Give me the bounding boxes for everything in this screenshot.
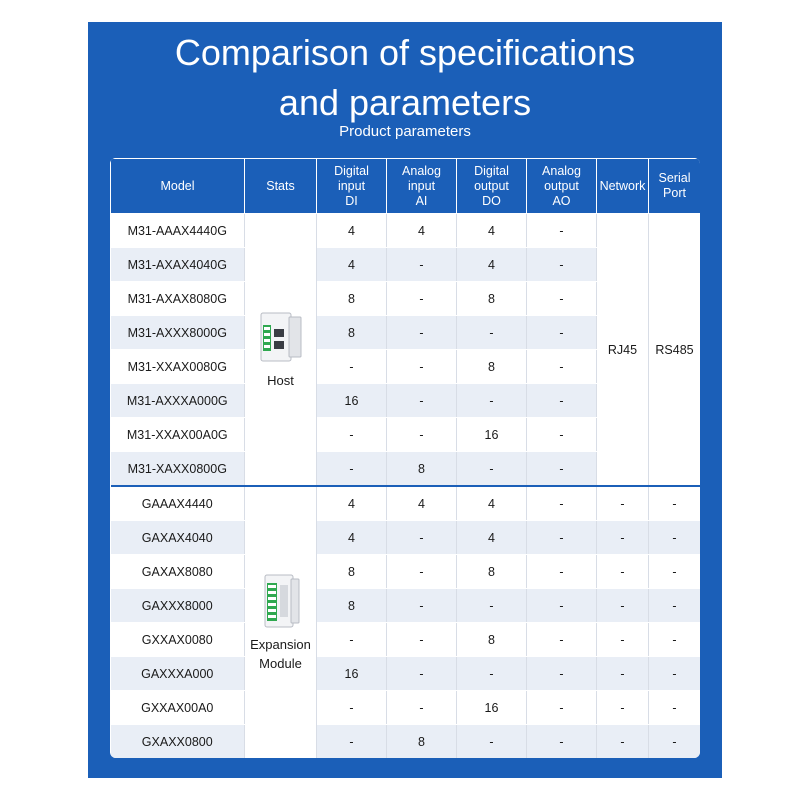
value-cell-di: - <box>317 691 387 725</box>
expansion-device <box>245 573 316 673</box>
value-cell-ai: - <box>387 589 457 623</box>
value-cell-network: - <box>597 657 649 691</box>
value-cell-ai: - <box>387 248 457 282</box>
stats-expansion-cell <box>245 486 317 758</box>
value-cell-ao: - <box>527 521 597 555</box>
header-di <box>317 159 387 214</box>
model-cell: GAXAX4040 <box>111 521 245 555</box>
value-cell-di: 8 <box>317 316 387 350</box>
value-cell-ao: - <box>527 623 597 657</box>
header-ao <box>527 159 597 214</box>
header-serial-l2: Port <box>663 186 686 200</box>
value-cell-serial: - <box>649 555 701 589</box>
model-cell: M31-AXXX8000G <box>111 316 245 350</box>
value-cell-serial: - <box>649 589 701 623</box>
table-row <box>111 657 701 691</box>
value-cell-network: - <box>597 623 649 657</box>
value-cell-di: 8 <box>317 555 387 589</box>
value-cell-do: 8 <box>457 623 527 657</box>
spec-table <box>110 158 700 758</box>
value-cell-ai: - <box>387 384 457 418</box>
header-do-l3: DO <box>482 193 501 208</box>
header-ao-l3: AO <box>552 193 571 208</box>
value-cell-serial: - <box>649 486 701 521</box>
value-cell-do: - <box>457 452 527 487</box>
value-cell-di: - <box>317 623 387 657</box>
table-row <box>111 521 701 555</box>
spec-table-body <box>111 214 701 759</box>
value-cell-ao: - <box>527 657 597 691</box>
stats-host-cell <box>245 214 317 487</box>
value-cell-ai: - <box>387 521 457 555</box>
value-cell-ai: 4 <box>387 214 457 248</box>
value-cell-ao: - <box>527 248 597 282</box>
value-cell-ao: - <box>527 214 597 248</box>
table-row <box>111 623 701 657</box>
model-cell: M31-XXAX00A0G <box>111 418 245 452</box>
value-cell-ai: - <box>387 316 457 350</box>
value-cell-di: - <box>317 350 387 384</box>
value-cell-do: 16 <box>457 418 527 452</box>
value-cell-di: 4 <box>317 248 387 282</box>
value-cell-serial: - <box>649 725 701 759</box>
value-cell-di: 4 <box>317 521 387 555</box>
value-cell-ai: - <box>387 555 457 589</box>
header-model: Model <box>111 159 245 214</box>
model-cell: GAXAX8080 <box>111 555 245 589</box>
host-label: Host <box>267 373 294 388</box>
value-cell-serial: - <box>649 521 701 555</box>
host-device <box>245 309 316 390</box>
table-row <box>111 214 701 248</box>
value-cell-do: 8 <box>457 350 527 384</box>
header-ai-l2: input <box>407 178 436 193</box>
value-cell-ai: 4 <box>387 486 457 521</box>
value-cell-do: - <box>457 316 527 350</box>
value-cell-serial: - <box>649 657 701 691</box>
header-di-l2: input <box>337 178 366 193</box>
value-cell-ao: - <box>527 725 597 759</box>
value-cell-ao: - <box>527 316 597 350</box>
header-ao-l1: Analog <box>542 163 581 178</box>
header-network: Network <box>597 159 649 214</box>
value-cell-ao: - <box>527 452 597 487</box>
value-cell-do: 8 <box>457 555 527 589</box>
value-cell-di: - <box>317 452 387 487</box>
header-ai-l1: Analog <box>402 163 441 178</box>
table-row <box>111 691 701 725</box>
header-serial-l1: Serial <box>658 171 691 185</box>
table-row <box>111 555 701 589</box>
value-cell-ao: - <box>527 589 597 623</box>
title-line-1: Comparison of specifications <box>174 32 636 73</box>
value-cell-ao: - <box>527 418 597 452</box>
value-cell-network: - <box>597 555 649 589</box>
header-do-l1: Digital <box>474 163 509 178</box>
value-cell-serial: - <box>649 691 701 725</box>
header-do-l2: output <box>474 178 509 193</box>
value-cell-ai: - <box>387 657 457 691</box>
table-row <box>111 486 701 521</box>
value-cell-do: - <box>457 589 527 623</box>
value-cell-ao: - <box>527 555 597 589</box>
header-serial <box>649 159 701 214</box>
value-cell-do: - <box>457 657 527 691</box>
value-cell-do: 4 <box>457 214 527 248</box>
model-cell: GAXXX8000 <box>111 589 245 623</box>
value-cell-ai: - <box>387 350 457 384</box>
value-cell-di: 8 <box>317 589 387 623</box>
value-cell-network: - <box>597 589 649 623</box>
header-ai-l3: AI <box>415 193 428 208</box>
model-cell: M31-AXXXA000G <box>111 384 245 418</box>
value-cell-network: - <box>597 725 649 759</box>
value-cell-ai: 8 <box>387 725 457 759</box>
value-cell-ao: - <box>527 691 597 725</box>
value-cell-do: - <box>457 384 527 418</box>
header-di-l1: Digital <box>334 163 369 178</box>
value-cell-serial: - <box>649 623 701 657</box>
value-cell-do: 8 <box>457 282 527 316</box>
expansion-module-icon <box>261 573 301 629</box>
value-cell-do: 4 <box>457 248 527 282</box>
value-cell-ai: - <box>387 691 457 725</box>
value-cell-di: - <box>317 725 387 759</box>
header-di-l3: DI <box>345 193 358 208</box>
value-cell-ai: 8 <box>387 452 457 487</box>
value-cell-do: 16 <box>457 691 527 725</box>
value-cell-network: - <box>597 486 649 521</box>
expansion-label-line-1: Expansion <box>250 636 311 652</box>
value-cell-ao: - <box>527 350 597 384</box>
model-cell: M31-XAXX0800G <box>111 452 245 487</box>
header-stats: Stats <box>245 159 317 214</box>
expansion-label-line-2: Module <box>259 655 302 671</box>
model-cell: GAXXXA000 <box>111 657 245 691</box>
value-cell-ai: - <box>387 282 457 316</box>
header-row <box>111 159 701 214</box>
expansion-label <box>250 635 311 673</box>
value-cell-ao: - <box>527 282 597 316</box>
table-row <box>111 725 701 759</box>
network-cell: RJ45 <box>597 214 649 487</box>
page-title <box>88 28 722 128</box>
header-ai <box>387 159 457 214</box>
model-cell: GXXAX00A0 <box>111 691 245 725</box>
spec-table-container <box>110 158 700 758</box>
value-cell-di: 4 <box>317 486 387 521</box>
value-cell-di: 16 <box>317 384 387 418</box>
value-cell-ai: - <box>387 623 457 657</box>
model-cell: GXAXX0800 <box>111 725 245 759</box>
value-cell-ao: - <box>527 486 597 521</box>
value-cell-di: 8 <box>317 282 387 316</box>
value-cell-di: 16 <box>317 657 387 691</box>
title-line-2: and parameters <box>278 82 532 123</box>
table-row <box>111 589 701 623</box>
subtitle: Product parameters <box>339 123 471 140</box>
value-cell-do: 4 <box>457 486 527 521</box>
value-cell-network: - <box>597 691 649 725</box>
model-cell: M31-AAAX4440G <box>111 214 245 248</box>
header-ao-l2: output <box>544 178 579 193</box>
value-cell-ao: - <box>527 384 597 418</box>
value-cell-di: - <box>317 418 387 452</box>
value-cell-do: - <box>457 725 527 759</box>
value-cell-ai: - <box>387 418 457 452</box>
model-cell: M31-XXAX0080G <box>111 350 245 384</box>
model-cell: GAAAX4440 <box>111 486 245 521</box>
plc-host-module-icon <box>259 309 303 365</box>
model-cell: M31-AXAX4040G <box>111 248 245 282</box>
model-cell: GXXAX0080 <box>111 623 245 657</box>
serial-port-cell: RS485 <box>649 214 701 487</box>
header-do <box>457 159 527 214</box>
model-cell: M31-AXAX8080G <box>111 282 245 316</box>
value-cell-do: 4 <box>457 521 527 555</box>
value-cell-network: - <box>597 521 649 555</box>
value-cell-di: 4 <box>317 214 387 248</box>
